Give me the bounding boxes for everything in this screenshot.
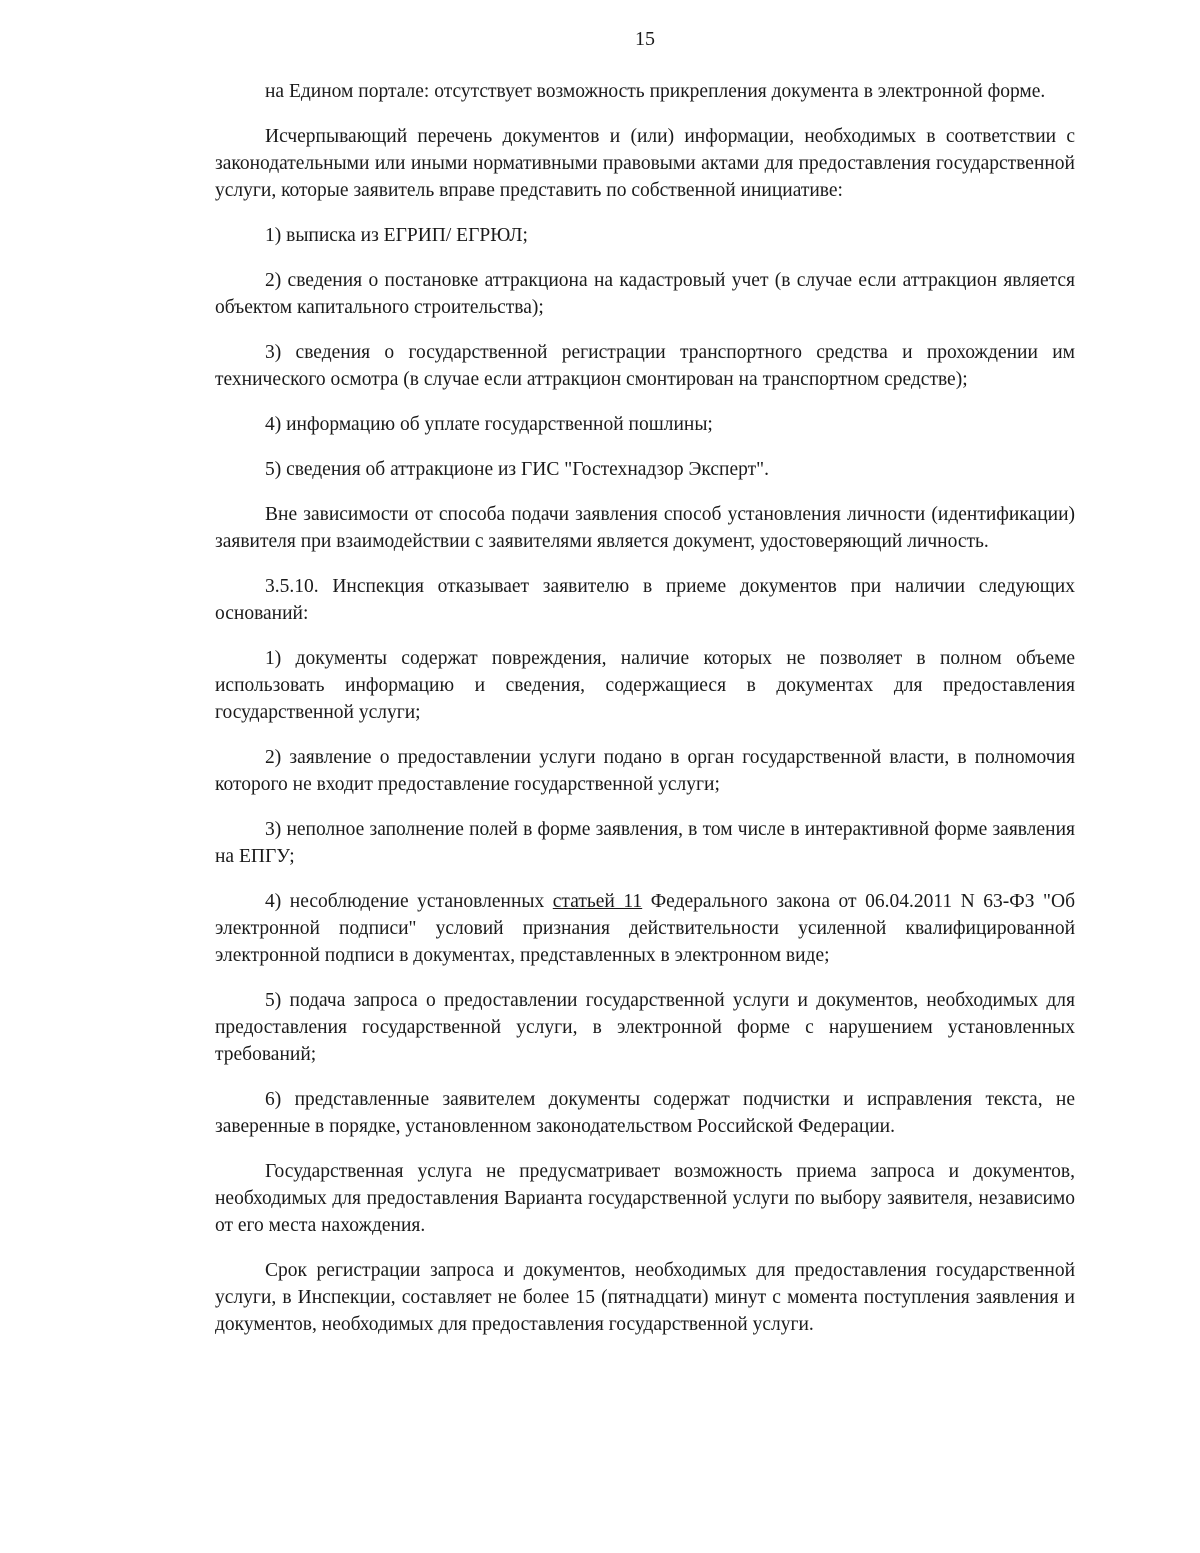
list-item-corrections: 6) представленные заявителем документы содержат подчистки и исправления текста, не заверенные в порядке, установленном законодательством Российской Федерации. — [215, 1089, 1075, 1137]
list-item-wrong-authority: 2) заявление о предоставлении услуги подано в орган государственной власти, в полномочия которого не входит предоставление государственной услуги; — [215, 747, 1075, 795]
list-item-vehicle-registration: 3) сведения о государственной регистрации транспортного средства и прохождении им технического осмотра (в случае если аттракцион смонтирован на транспортном средстве); — [215, 342, 1075, 390]
paragraph-documents-list-intro: Исчерпывающий перечень документов и (или) информации, необходимых в соответствии с законодательными или иными нормативными правовыми актами для предоставления государственной услуги, которые заявитель вправе представить по собственной инициативе: — [215, 126, 1075, 201]
list-item-incomplete-form: 3) неполное заполнение полей в форме заявления, в том числе в интерактивной форме заявления на ЕПГУ; — [215, 819, 1075, 867]
list-item-cadastral: 2) сведения о постановке аттракциона на кадастровый учет (в случае если аттракцион является объектом капитального строительства); — [215, 270, 1075, 318]
paragraph-extraterritorial: Государственная услуга не предусматривает возможность приема запроса и документов, необходимых для предоставления Варианта государственной услуги по выбору заявителя, независимо от его места нахождения. — [215, 1161, 1075, 1236]
paragraph-refusal-grounds: 3.5.10. Инспекция отказывает заявителю в приеме документов при наличии следующих оснований: — [215, 576, 1075, 624]
law-article-link[interactable]: статьей 11 — [552, 891, 643, 912]
list-item-damaged-documents: 1) документы содержат повреждения, наличие которых не позволяет в полном объеме использовать информацию и сведения, содержащиеся в документах для предоставления государственной услуги; — [215, 648, 1075, 723]
list-item-egrip: 1) выписка из ЕГРИП/ ЕГРЮЛ; — [265, 225, 528, 246]
paragraph-identification: Вне зависимости от способа подачи заявления способ установления личности (идентификации) заявителя при взаимодействии с заявителями является документ, удостоверяющий личность. — [215, 504, 1075, 552]
page-number: 15 — [635, 28, 655, 50]
list-item-signature-after: Федерального закона от 06.04.2011 N 63-ФЗ "Об электронной подписи" условий признания действительности усиленной квалифицированной электронной подписи в документах, представленных в электронном виде; — [215, 891, 1075, 966]
document-body — [215, 78, 1075, 1356]
list-item-gis: 5) сведения об аттракционе из ГИС "Гостехнадзор Эксперт". — [265, 459, 770, 480]
list-item-requirements-violation: 5) подача запроса о предоставлении государственной услуги и документов, необходимых для предоставления государственной услуги, в электронной форме с нарушением установленных требований; — [215, 990, 1075, 1065]
list-item-signature — [215, 888, 1075, 969]
list-item-state-fee: 4) информацию об уплате государственной пошлины; — [265, 414, 713, 435]
paragraph-portal-attachment: на Едином портале: отсутствует возможность прикрепления документа в электронной форме. — [265, 81, 1046, 102]
paragraph-registration-term: Срок регистрации запроса и документов, необходимых для предоставления государственной услуги, в Инспекции, составляет не более 15 (пятнадцати) минут с момента поступления заявления и документов, необходимых для предоставления государственной услуги. — [215, 1260, 1075, 1335]
list-item-signature-before: 4) несоблюдение установленных — [265, 891, 553, 912]
